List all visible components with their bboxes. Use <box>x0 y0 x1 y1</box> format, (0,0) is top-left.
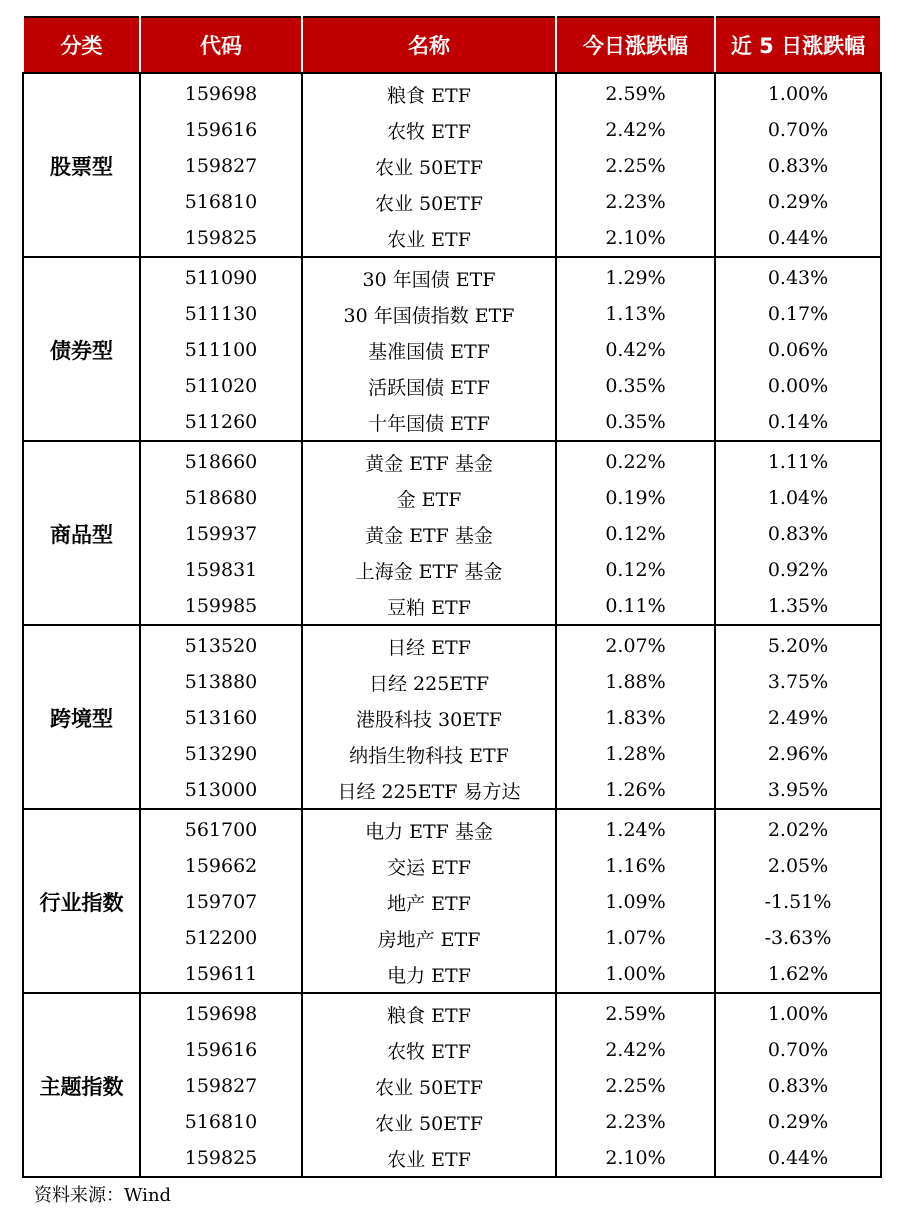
category-cell: 商品型 <box>23 441 140 625</box>
table-row <box>23 404 881 441</box>
fund-name-cell: 港股科技 30ETF <box>302 700 556 736</box>
five-day-change-cell: 1.00% <box>715 73 881 112</box>
category-group <box>23 73 881 257</box>
fund-code-cell: 561700 <box>140 809 302 848</box>
five-day-change-cell: 0.83% <box>715 1068 881 1104</box>
category-group <box>23 441 881 625</box>
fund-code-cell: 159937 <box>140 516 302 552</box>
fund-name-cell: 30 年国债指数 ETF <box>302 296 556 332</box>
fund-name-cell: 交运 ETF <box>302 848 556 884</box>
fund-name-cell: 电力 ETF <box>302 956 556 993</box>
header-category: 分类 <box>23 17 140 73</box>
fund-code-cell: 511130 <box>140 296 302 332</box>
fund-name-cell: 黄金 ETF 基金 <box>302 516 556 552</box>
today-change-cell: 1.28% <box>556 736 715 772</box>
fund-name-cell: 基准国债 ETF <box>302 332 556 368</box>
fund-name-cell: 农牧 ETF <box>302 1032 556 1068</box>
five-day-change-cell: 0.92% <box>715 552 881 588</box>
today-change-cell: 2.10% <box>556 1140 715 1177</box>
category-group <box>23 993 881 1177</box>
table-row <box>23 993 881 1032</box>
fund-code-cell: 159616 <box>140 112 302 148</box>
today-change-cell: 0.35% <box>556 404 715 441</box>
fund-name-cell: 上海金 ETF 基金 <box>302 552 556 588</box>
fund-name-cell: 农业 50ETF <box>302 148 556 184</box>
category-group <box>23 809 881 993</box>
five-day-change-cell: 2.49% <box>715 700 881 736</box>
fund-name-cell: 黄金 ETF 基金 <box>302 441 556 480</box>
five-day-change-cell: 0.14% <box>715 404 881 441</box>
source-note: 资料来源：Wind <box>34 1185 172 1206</box>
category-group <box>23 625 881 809</box>
fund-name-cell: 粮食 ETF <box>302 993 556 1032</box>
five-day-change-cell: -1.51% <box>715 884 881 920</box>
table-row <box>23 73 881 112</box>
category-cell: 股票型 <box>23 73 140 257</box>
fund-name-cell: 农业 50ETF <box>302 1104 556 1140</box>
table-row <box>23 184 881 220</box>
five-day-change-cell: 0.00% <box>715 368 881 404</box>
table-row <box>23 1068 881 1104</box>
category-cell: 债券型 <box>23 257 140 441</box>
fund-code-cell: 159827 <box>140 1068 302 1104</box>
table-row <box>23 736 881 772</box>
table-row <box>23 1104 881 1140</box>
fund-code-cell: 513000 <box>140 772 302 809</box>
today-change-cell: 2.59% <box>556 993 715 1032</box>
table-row <box>23 1032 881 1068</box>
five-day-change-cell: 0.06% <box>715 332 881 368</box>
five-day-change-cell: 1.00% <box>715 993 881 1032</box>
fund-code-cell: 516810 <box>140 184 302 220</box>
five-day-change-cell: 3.95% <box>715 772 881 809</box>
table-row <box>23 809 881 848</box>
category-cell: 跨境型 <box>23 625 140 809</box>
header-5day-change: 近 5 日涨跌幅 <box>715 17 881 73</box>
today-change-cell: 2.10% <box>556 220 715 257</box>
category-group <box>23 257 881 441</box>
fund-code-cell: 512200 <box>140 920 302 956</box>
category-cell: 行业指数 <box>23 809 140 993</box>
fund-name-cell: 活跃国债 ETF <box>302 368 556 404</box>
fund-name-cell: 电力 ETF 基金 <box>302 809 556 848</box>
fund-code-cell: 159827 <box>140 148 302 184</box>
fund-name-cell: 农牧 ETF <box>302 112 556 148</box>
today-change-cell: 2.25% <box>556 1068 715 1104</box>
five-day-change-cell: 3.75% <box>715 664 881 700</box>
fund-code-cell: 516810 <box>140 1104 302 1140</box>
fund-code-cell: 159698 <box>140 993 302 1032</box>
table-row <box>23 257 881 296</box>
fund-code-cell: 511020 <box>140 368 302 404</box>
table-row <box>23 700 881 736</box>
today-change-cell: 1.24% <box>556 809 715 848</box>
today-change-cell: 1.09% <box>556 884 715 920</box>
today-change-cell: 1.88% <box>556 664 715 700</box>
five-day-change-cell: -3.63% <box>715 920 881 956</box>
fund-name-cell: 农业 50ETF <box>302 184 556 220</box>
today-change-cell: 0.11% <box>556 588 715 625</box>
fund-code-cell: 518680 <box>140 480 302 516</box>
table-row <box>23 1140 881 1177</box>
five-day-change-cell: 0.83% <box>715 516 881 552</box>
fund-code-cell: 511260 <box>140 404 302 441</box>
today-change-cell: 2.25% <box>556 148 715 184</box>
fund-name-cell: 金 ETF <box>302 480 556 516</box>
fund-code-cell: 159825 <box>140 1140 302 1177</box>
table-row <box>23 332 881 368</box>
today-change-cell: 2.59% <box>556 73 715 112</box>
table-row <box>23 220 881 257</box>
fund-code-cell: 159698 <box>140 73 302 112</box>
table-row <box>23 368 881 404</box>
header-name: 名称 <box>302 17 556 73</box>
five-day-change-cell: 0.29% <box>715 184 881 220</box>
table-row <box>23 920 881 956</box>
today-change-cell: 0.42% <box>556 332 715 368</box>
today-change-cell: 0.22% <box>556 441 715 480</box>
fund-code-cell: 159985 <box>140 588 302 625</box>
table-row <box>23 588 881 625</box>
table-row <box>23 772 881 809</box>
fund-code-cell: 159611 <box>140 956 302 993</box>
today-change-cell: 2.42% <box>556 112 715 148</box>
five-day-change-cell: 1.35% <box>715 588 881 625</box>
fund-name-cell: 30 年国债 ETF <box>302 257 556 296</box>
table-row <box>23 956 881 993</box>
today-change-cell: 1.29% <box>556 257 715 296</box>
table-row <box>23 625 881 664</box>
today-change-cell: 2.42% <box>556 1032 715 1068</box>
header-row <box>23 17 881 73</box>
fund-code-cell: 513290 <box>140 736 302 772</box>
fund-name-cell: 粮食 ETF <box>302 73 556 112</box>
fund-code-cell: 511090 <box>140 257 302 296</box>
five-day-change-cell: 0.29% <box>715 1104 881 1140</box>
fund-code-cell: 513880 <box>140 664 302 700</box>
today-change-cell: 1.26% <box>556 772 715 809</box>
fund-code-cell: 159707 <box>140 884 302 920</box>
category-cell: 主题指数 <box>23 993 140 1177</box>
five-day-change-cell: 1.62% <box>715 956 881 993</box>
five-day-change-cell: 0.44% <box>715 220 881 257</box>
five-day-change-cell: 0.83% <box>715 148 881 184</box>
fund-code-cell: 159831 <box>140 552 302 588</box>
five-day-change-cell: 2.96% <box>715 736 881 772</box>
five-day-change-cell: 0.17% <box>715 296 881 332</box>
fund-name-cell: 日经 ETF <box>302 625 556 664</box>
table-row <box>23 884 881 920</box>
fund-name-cell: 纳指生物科技 ETF <box>302 736 556 772</box>
table-row <box>23 148 881 184</box>
today-change-cell: 1.07% <box>556 920 715 956</box>
today-change-cell: 0.35% <box>556 368 715 404</box>
today-change-cell: 0.12% <box>556 552 715 588</box>
table-row <box>23 848 881 884</box>
today-change-cell: 0.12% <box>556 516 715 552</box>
today-change-cell: 1.16% <box>556 848 715 884</box>
table-row <box>23 112 881 148</box>
five-day-change-cell: 2.05% <box>715 848 881 884</box>
today-change-cell: 0.19% <box>556 480 715 516</box>
table-row <box>23 441 881 480</box>
fund-code-cell: 513520 <box>140 625 302 664</box>
table-row <box>23 516 881 552</box>
today-change-cell: 1.13% <box>556 296 715 332</box>
today-change-cell: 2.07% <box>556 625 715 664</box>
fund-name-cell: 地产 ETF <box>302 884 556 920</box>
fund-code-cell: 511100 <box>140 332 302 368</box>
table-row <box>23 480 881 516</box>
table-row <box>23 296 881 332</box>
five-day-change-cell: 1.04% <box>715 480 881 516</box>
fund-name-cell: 房地产 ETF <box>302 920 556 956</box>
fund-name-cell: 日经 225ETF <box>302 664 556 700</box>
fund-code-cell: 159825 <box>140 220 302 257</box>
fund-name-cell: 农业 ETF <box>302 1140 556 1177</box>
five-day-change-cell: 0.70% <box>715 1032 881 1068</box>
five-day-change-cell: 2.02% <box>715 809 881 848</box>
five-day-change-cell: 1.11% <box>715 441 881 480</box>
five-day-change-cell: 5.20% <box>715 625 881 664</box>
fund-code-cell: 159616 <box>140 1032 302 1068</box>
header-code: 代码 <box>140 17 302 73</box>
fund-code-cell: 518660 <box>140 441 302 480</box>
fund-code-cell: 513160 <box>140 700 302 736</box>
table-row <box>23 552 881 588</box>
today-change-cell: 1.00% <box>556 956 715 993</box>
fund-name-cell: 豆粕 ETF <box>302 588 556 625</box>
fund-name-cell: 十年国债 ETF <box>302 404 556 441</box>
today-change-cell: 1.83% <box>556 700 715 736</box>
etf-performance-table <box>22 16 882 1178</box>
fund-name-cell: 日经 225ETF 易方达 <box>302 772 556 809</box>
today-change-cell: 2.23% <box>556 184 715 220</box>
five-day-change-cell: 0.43% <box>715 257 881 296</box>
fund-name-cell: 农业 ETF <box>302 220 556 257</box>
five-day-change-cell: 0.70% <box>715 112 881 148</box>
fund-name-cell: 农业 50ETF <box>302 1068 556 1104</box>
today-change-cell: 2.23% <box>556 1104 715 1140</box>
table-row <box>23 664 881 700</box>
fund-code-cell: 159662 <box>140 848 302 884</box>
header-today-change: 今日涨跌幅 <box>556 17 715 73</box>
five-day-change-cell: 0.44% <box>715 1140 881 1177</box>
